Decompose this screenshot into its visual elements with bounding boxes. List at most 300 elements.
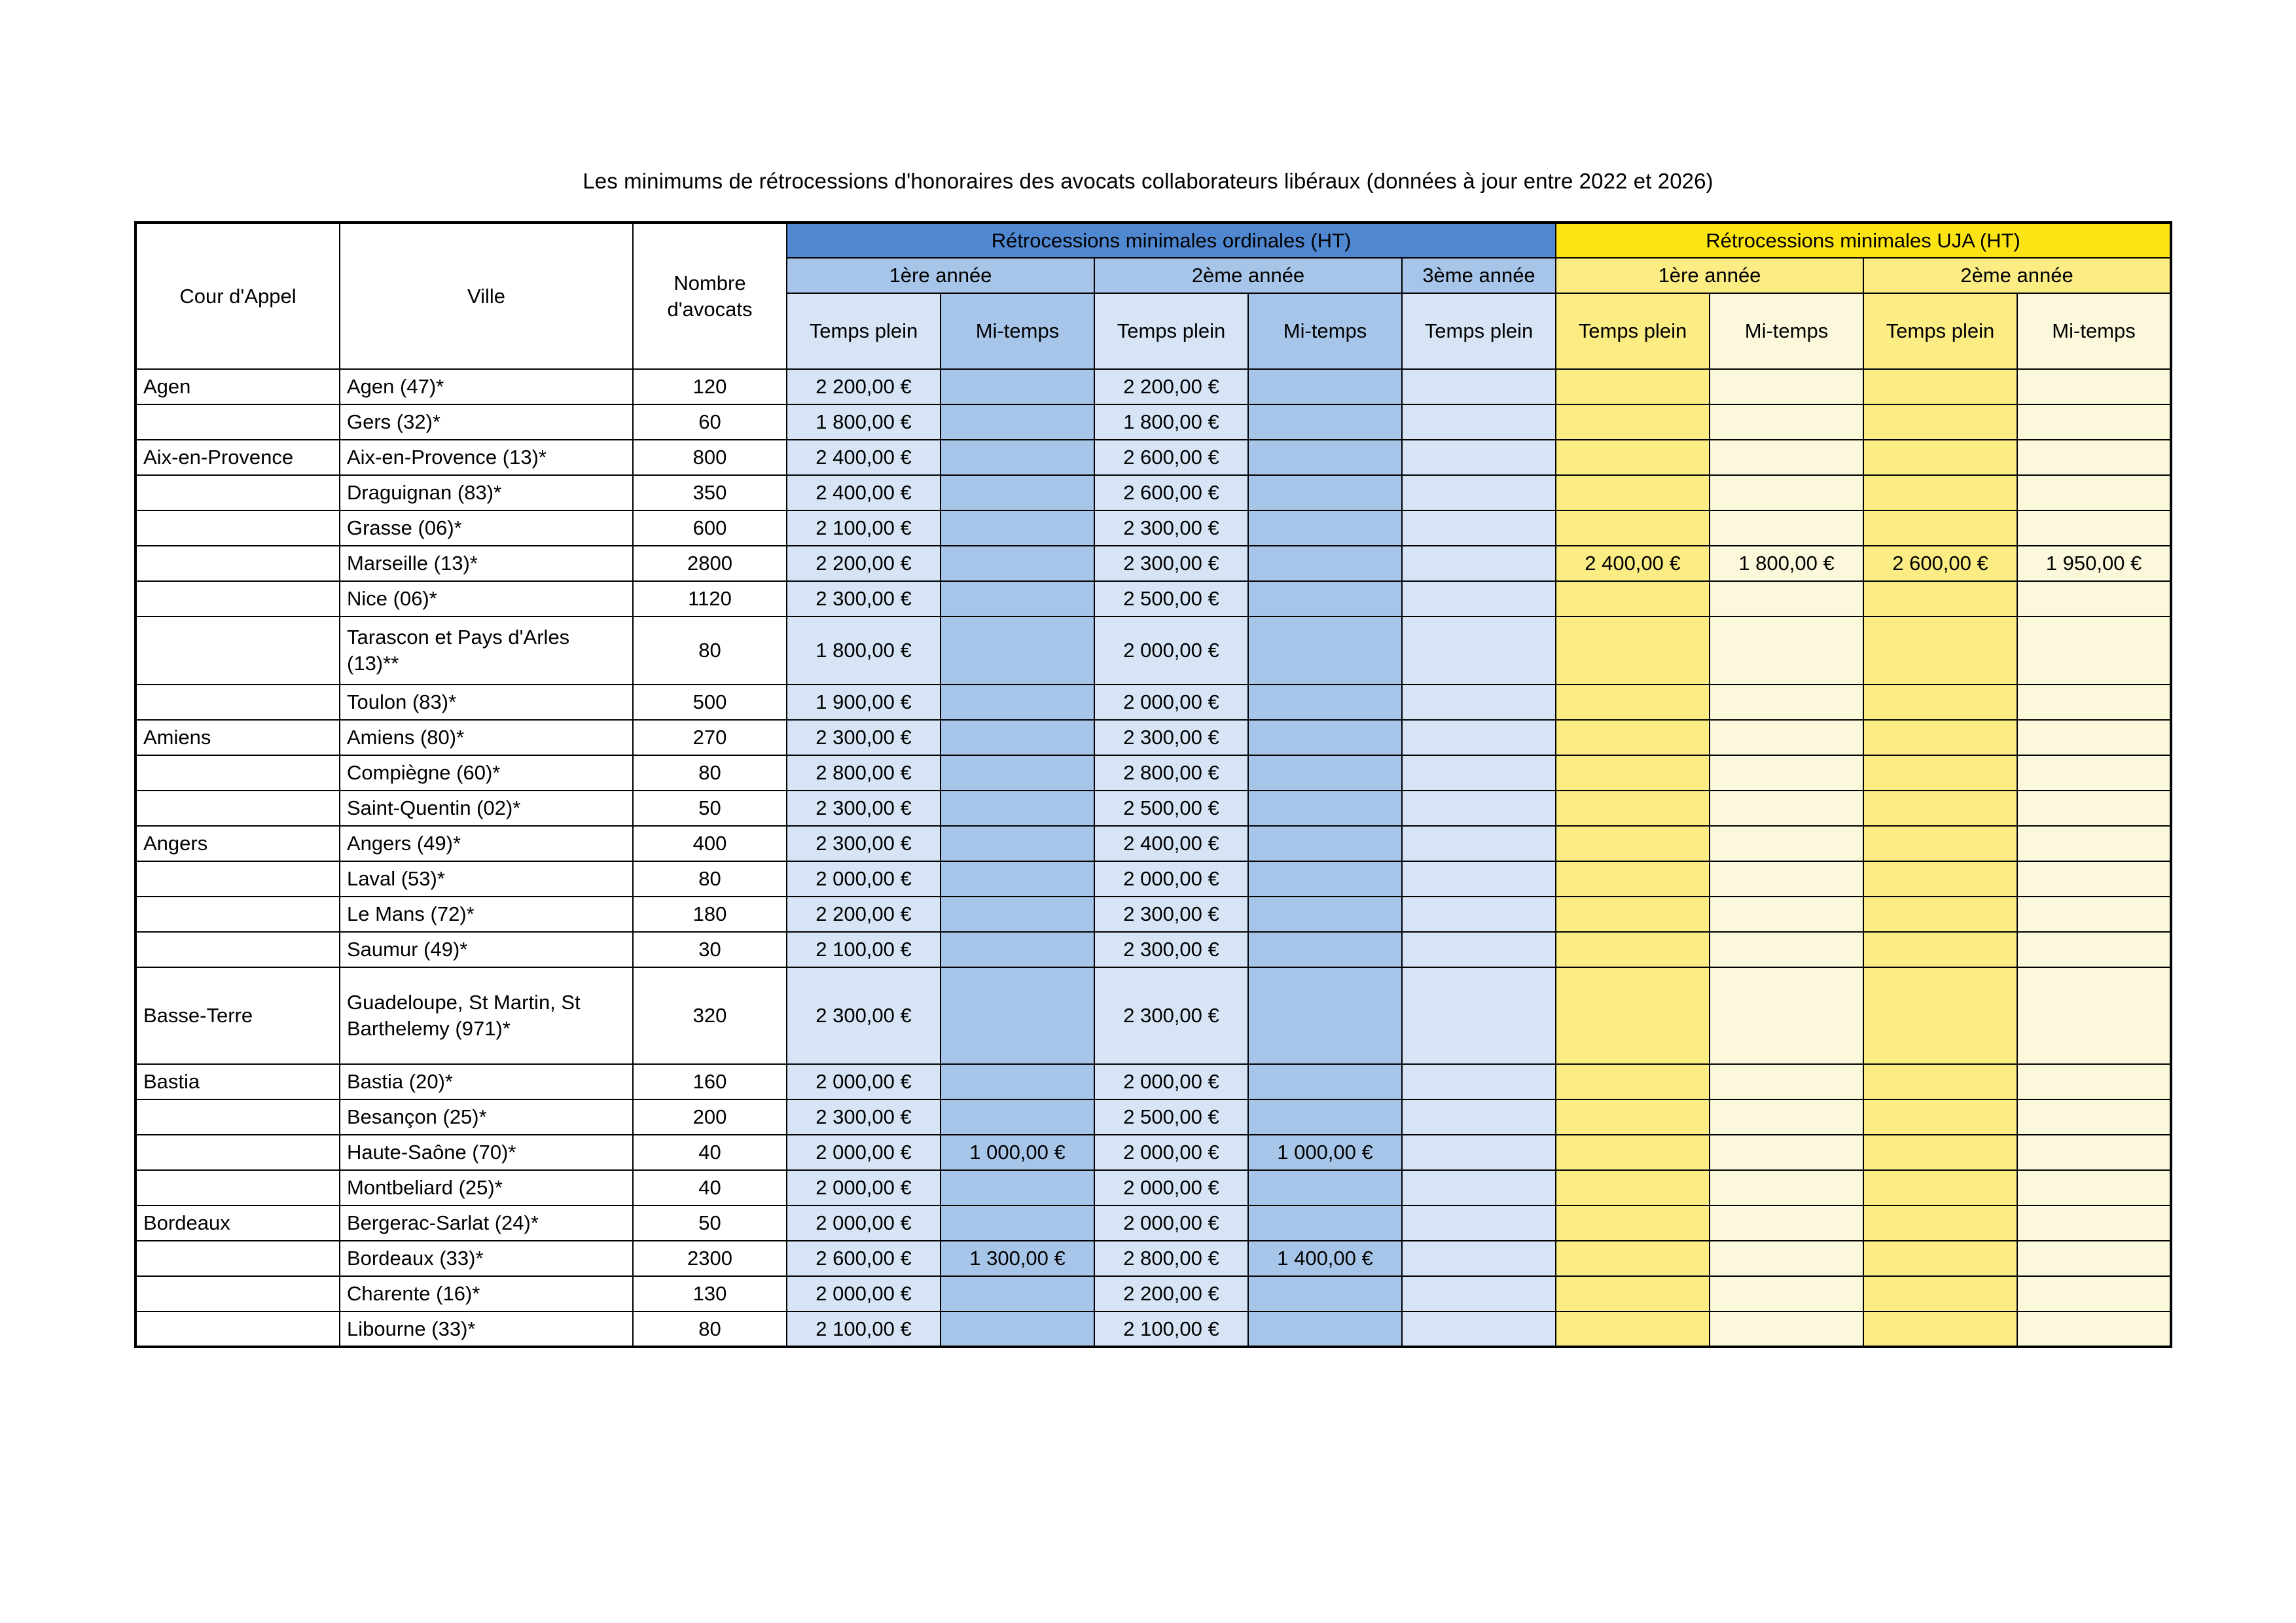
- row-cell-ord-y2-temps-plein: 2 200,00 €: [1094, 1276, 1248, 1311]
- row-cell-cour-dappel: [135, 1311, 340, 1347]
- page-title: Les minimums de rétrocessions d'honoraires des avocats collaborateurs libéraux (données à jour entre 2022 et 2026): [583, 169, 1713, 193]
- row-cell-cour-dappel: [135, 1276, 340, 1311]
- row-cell-ord-y1-mi-temps: [941, 826, 1094, 861]
- table-row: [135, 1099, 2171, 1135]
- row-cell-ord-y1-temps-plein: 1 900,00 €: [787, 685, 941, 720]
- row-cell-uja-y2-mi-temps: [2017, 1099, 2171, 1135]
- table-row: [135, 440, 2171, 475]
- row-cell-uja-y1-mi-temps: [1710, 404, 1863, 440]
- row-cell-ord-y1-temps-plein: 2 000,00 €: [787, 861, 941, 897]
- row-cell-ville: Guadeloupe, St Martin, St Barthelemy (971)*: [340, 967, 633, 1064]
- row-cell-uja-y2-temps-plein: [1863, 755, 2017, 791]
- row-cell-ville: Bastia (20)*: [340, 1064, 633, 1099]
- table-row: [135, 897, 2171, 932]
- table-row: [135, 546, 2171, 581]
- row-cell-ord-y2-temps-plein: 2 500,00 €: [1094, 1099, 1248, 1135]
- row-cell-ord-y1-mi-temps: [941, 861, 1094, 897]
- row-cell-uja-y2-mi-temps: [2017, 1064, 2171, 1099]
- row-cell-uja-y2-temps-plein: [1863, 861, 2017, 897]
- table-row: [135, 1205, 2171, 1241]
- row-cell-ord-y2-temps-plein: 2 000,00 €: [1094, 1170, 1248, 1205]
- row-cell-ord-y3-temps-plein: [1402, 1170, 1556, 1205]
- row-cell-ville: Charente (16)*: [340, 1276, 633, 1311]
- col-header-ville: Ville: [340, 223, 633, 369]
- row-cell-uja-y1-mi-temps: [1710, 369, 1863, 404]
- row-cell-uja-y2-mi-temps: [2017, 1135, 2171, 1170]
- row-cell-ord-y1-mi-temps: [941, 967, 1094, 1064]
- row-cell-nombre-avocats: 80: [633, 861, 787, 897]
- row-cell-ord-y2-temps-plein: 2 300,00 €: [1094, 967, 1248, 1064]
- row-cell-nombre-avocats: 2800: [633, 546, 787, 581]
- row-cell-ord-y2-mi-temps: [1248, 755, 1402, 791]
- row-cell-cour-dappel: [135, 616, 340, 685]
- row-cell-ord-y1-temps-plein: 2 100,00 €: [787, 510, 941, 546]
- row-cell-ord-y3-temps-plein: [1402, 616, 1556, 685]
- row-cell-uja-y2-mi-temps: [2017, 369, 2171, 404]
- row-cell-uja-y1-temps-plein: [1556, 475, 1710, 510]
- row-cell-uja-y1-temps-plein: [1556, 1064, 1710, 1099]
- row-cell-ord-y1-mi-temps: [941, 685, 1094, 720]
- row-cell-uja-y2-mi-temps: [2017, 685, 2171, 720]
- row-cell-cour-dappel: Basse-Terre: [135, 967, 340, 1064]
- row-cell-ord-y2-mi-temps: [1248, 1064, 1402, 1099]
- table-row: [135, 510, 2171, 546]
- row-cell-cour-dappel: [135, 475, 340, 510]
- row-cell-ord-y2-mi-temps: [1248, 369, 1402, 404]
- ord-y3-temps-plein-header: Temps plein: [1402, 293, 1556, 369]
- table-row: [135, 475, 2171, 510]
- table-row: [135, 1311, 2171, 1347]
- row-cell-uja-y2-temps-plein: [1863, 475, 2017, 510]
- row-cell-ord-y2-temps-plein: 2 000,00 €: [1094, 861, 1248, 897]
- row-cell-ord-y2-temps-plein: 2 500,00 €: [1094, 581, 1248, 616]
- row-cell-ord-y1-mi-temps: [941, 1170, 1094, 1205]
- row-cell-ord-y3-temps-plein: [1402, 546, 1556, 581]
- row-cell-ord-y2-temps-plein: 2 200,00 €: [1094, 369, 1248, 404]
- row-cell-ord-y1-mi-temps: [941, 755, 1094, 791]
- row-cell-uja-y1-temps-plein: [1556, 616, 1710, 685]
- table-row: [135, 791, 2171, 826]
- row-cell-ville: Libourne (33)*: [340, 1311, 633, 1347]
- group-header-ordinales: Rétrocessions minimales ordinales (HT): [787, 223, 1556, 258]
- row-cell-ord-y3-temps-plein: [1402, 1099, 1556, 1135]
- row-cell-ord-y2-mi-temps: [1248, 897, 1402, 932]
- row-cell-cour-dappel: [135, 932, 340, 967]
- row-cell-ord-y2-mi-temps: 1 400,00 €: [1248, 1241, 1402, 1276]
- row-cell-ord-y1-mi-temps: [941, 581, 1094, 616]
- row-cell-ord-y1-temps-plein: 1 800,00 €: [787, 404, 941, 440]
- table-row: [135, 685, 2171, 720]
- row-cell-cour-dappel: [135, 861, 340, 897]
- row-cell-cour-dappel: [135, 404, 340, 440]
- row-cell-ord-y1-mi-temps: 1 300,00 €: [941, 1241, 1094, 1276]
- row-cell-cour-dappel: Bastia: [135, 1064, 340, 1099]
- row-cell-ord-y1-mi-temps: [941, 369, 1094, 404]
- retrocessions-table-container: [134, 221, 2149, 1348]
- table-row: [135, 1135, 2171, 1170]
- row-cell-ord-y3-temps-plein: [1402, 897, 1556, 932]
- row-cell-uja-y1-mi-temps: [1710, 475, 1863, 510]
- row-cell-ord-y2-temps-plein: 2 100,00 €: [1094, 1311, 1248, 1347]
- row-cell-ord-y2-temps-plein: 2 000,00 €: [1094, 1135, 1248, 1170]
- row-cell-uja-y2-mi-temps: [2017, 1276, 2171, 1311]
- row-cell-uja-y1-mi-temps: [1710, 791, 1863, 826]
- table-row: [135, 932, 2171, 967]
- row-cell-uja-y2-mi-temps: 1 950,00 €: [2017, 546, 2171, 581]
- row-cell-uja-y1-mi-temps: [1710, 685, 1863, 720]
- row-cell-uja-y2-temps-plein: [1863, 510, 2017, 546]
- row-cell-uja-y2-mi-temps: [2017, 475, 2171, 510]
- row-cell-uja-y1-mi-temps: [1710, 720, 1863, 755]
- row-cell-ord-y1-mi-temps: [941, 1205, 1094, 1241]
- row-cell-uja-y2-mi-temps: [2017, 1170, 2171, 1205]
- row-cell-ord-y1-temps-plein: 2 000,00 €: [787, 1276, 941, 1311]
- row-cell-nombre-avocats: 80: [633, 616, 787, 685]
- row-cell-uja-y2-temps-plein: [1863, 616, 2017, 685]
- row-cell-uja-y1-temps-plein: [1556, 440, 1710, 475]
- row-cell-ord-y2-mi-temps: [1248, 1205, 1402, 1241]
- row-cell-uja-y2-mi-temps: [2017, 897, 2171, 932]
- row-cell-ord-y3-temps-plein: [1402, 1135, 1556, 1170]
- row-cell-ord-y3-temps-plein: [1402, 581, 1556, 616]
- row-cell-uja-y1-temps-plein: [1556, 1099, 1710, 1135]
- row-cell-uja-y1-temps-plein: [1556, 581, 1710, 616]
- row-cell-ord-y2-temps-plein: 2 300,00 €: [1094, 897, 1248, 932]
- row-cell-nombre-avocats: 2300: [633, 1241, 787, 1276]
- row-cell-cour-dappel: Amiens: [135, 720, 340, 755]
- ord-y2-mi-temps-header: Mi-temps: [1248, 293, 1402, 369]
- row-cell-uja-y2-mi-temps: [2017, 404, 2171, 440]
- row-cell-ville: Angers (49)*: [340, 826, 633, 861]
- row-cell-uja-y1-mi-temps: [1710, 440, 1863, 475]
- row-cell-uja-y2-mi-temps: [2017, 720, 2171, 755]
- row-cell-ord-y2-mi-temps: [1248, 967, 1402, 1064]
- row-cell-cour-dappel: [135, 755, 340, 791]
- row-cell-ord-y3-temps-plein: [1402, 791, 1556, 826]
- row-cell-uja-y2-temps-plein: [1863, 1205, 2017, 1241]
- row-cell-uja-y1-mi-temps: [1710, 932, 1863, 967]
- row-cell-ord-y3-temps-plein: [1402, 720, 1556, 755]
- row-cell-ord-y2-mi-temps: [1248, 1099, 1402, 1135]
- row-cell-ord-y2-temps-plein: 1 800,00 €: [1094, 404, 1248, 440]
- row-cell-ville: Laval (53)*: [340, 861, 633, 897]
- row-cell-ord-y2-temps-plein: 2 400,00 €: [1094, 826, 1248, 861]
- row-cell-ord-y3-temps-plein: [1402, 826, 1556, 861]
- row-cell-ville: Saumur (49)*: [340, 932, 633, 967]
- ord-y1-mi-temps-header: Mi-temps: [941, 293, 1094, 369]
- row-cell-ord-y3-temps-plein: [1402, 1064, 1556, 1099]
- uja-y2-mi-temps-header: Mi-temps: [2017, 293, 2171, 369]
- ord-year2-header: 2ème année: [1094, 258, 1402, 293]
- row-cell-ord-y1-temps-plein: 2 100,00 €: [787, 1311, 941, 1347]
- row-cell-ville: Toulon (83)*: [340, 685, 633, 720]
- row-cell-uja-y1-mi-temps: [1710, 1205, 1863, 1241]
- row-cell-ord-y1-mi-temps: [941, 1276, 1094, 1311]
- row-cell-nombre-avocats: 600: [633, 510, 787, 546]
- row-cell-ord-y3-temps-plein: [1402, 440, 1556, 475]
- row-cell-ord-y2-mi-temps: [1248, 861, 1402, 897]
- row-cell-ord-y2-temps-plein: 2 000,00 €: [1094, 1205, 1248, 1241]
- row-cell-ord-y1-mi-temps: [941, 1311, 1094, 1347]
- row-cell-uja-y2-mi-temps: [2017, 861, 2171, 897]
- row-cell-cour-dappel: [135, 510, 340, 546]
- row-cell-ville: Montbeliard (25)*: [340, 1170, 633, 1205]
- row-cell-uja-y1-mi-temps: [1710, 510, 1863, 546]
- row-cell-ord-y1-mi-temps: [941, 404, 1094, 440]
- ord-y2-temps-plein-header: Temps plein: [1094, 293, 1248, 369]
- row-cell-uja-y1-mi-temps: [1710, 616, 1863, 685]
- row-cell-uja-y2-mi-temps: [2017, 510, 2171, 546]
- uja-y1-mi-temps-header: Mi-temps: [1710, 293, 1863, 369]
- row-cell-ville: Draguignan (83)*: [340, 475, 633, 510]
- table-row: [135, 581, 2171, 616]
- row-cell-ord-y1-temps-plein: 1 800,00 €: [787, 616, 941, 685]
- row-cell-ord-y1-mi-temps: [941, 897, 1094, 932]
- row-cell-cour-dappel: [135, 581, 340, 616]
- row-cell-uja-y1-temps-plein: [1556, 897, 1710, 932]
- row-cell-ord-y3-temps-plein: [1402, 685, 1556, 720]
- table-row: [135, 1276, 2171, 1311]
- row-cell-uja-y2-temps-plein: [1863, 897, 2017, 932]
- row-cell-ord-y2-temps-plein: 2 600,00 €: [1094, 440, 1248, 475]
- row-cell-ord-y3-temps-plein: [1402, 1205, 1556, 1241]
- row-cell-ord-y2-temps-plein: 2 500,00 €: [1094, 791, 1248, 826]
- row-cell-nombre-avocats: 30: [633, 932, 787, 967]
- row-cell-uja-y1-mi-temps: 1 800,00 €: [1710, 546, 1863, 581]
- row-cell-uja-y1-temps-plein: [1556, 1170, 1710, 1205]
- row-cell-ord-y2-mi-temps: [1248, 404, 1402, 440]
- row-cell-uja-y2-temps-plein: 2 600,00 €: [1863, 546, 2017, 581]
- row-cell-ord-y1-temps-plein: 2 300,00 €: [787, 720, 941, 755]
- row-cell-ord-y3-temps-plein: [1402, 404, 1556, 440]
- row-cell-uja-y1-temps-plein: 2 400,00 €: [1556, 546, 1710, 581]
- row-cell-ord-y3-temps-plein: [1402, 1241, 1556, 1276]
- row-cell-nombre-avocats: 80: [633, 755, 787, 791]
- row-cell-uja-y1-temps-plein: [1556, 685, 1710, 720]
- row-cell-uja-y1-mi-temps: [1710, 1064, 1863, 1099]
- row-cell-uja-y2-mi-temps: [2017, 1241, 2171, 1276]
- row-cell-uja-y1-temps-plein: [1556, 369, 1710, 404]
- row-cell-nombre-avocats: 400: [633, 826, 787, 861]
- row-cell-cour-dappel: [135, 685, 340, 720]
- row-cell-uja-y1-temps-plein: [1556, 510, 1710, 546]
- table-row: [135, 1241, 2171, 1276]
- row-cell-ord-y2-mi-temps: [1248, 440, 1402, 475]
- row-cell-uja-y1-mi-temps: [1710, 1170, 1863, 1205]
- row-cell-ville: Grasse (06)*: [340, 510, 633, 546]
- row-cell-cour-dappel: Angers: [135, 826, 340, 861]
- uja-year2-header: 2ème année: [1863, 258, 2171, 293]
- ord-year1-header: 1ère année: [787, 258, 1094, 293]
- row-cell-ord-y3-temps-plein: [1402, 1311, 1556, 1347]
- row-cell-ord-y2-temps-plein: 2 300,00 €: [1094, 510, 1248, 546]
- row-cell-uja-y2-temps-plein: [1863, 1276, 2017, 1311]
- row-cell-uja-y2-temps-plein: [1863, 440, 2017, 475]
- row-cell-ord-y2-temps-plein: 2 800,00 €: [1094, 1241, 1248, 1276]
- table-row: [135, 1170, 2171, 1205]
- col-header-nombre-davocats: Nombre d'avocats: [633, 223, 787, 369]
- row-cell-ord-y2-mi-temps: 1 000,00 €: [1248, 1135, 1402, 1170]
- row-cell-nombre-avocats: 180: [633, 897, 787, 932]
- row-cell-ord-y1-mi-temps: [941, 510, 1094, 546]
- row-cell-uja-y1-temps-plein: [1556, 1205, 1710, 1241]
- row-cell-uja-y2-temps-plein: [1863, 1064, 2017, 1099]
- group-header-uja: Rétrocessions minimales UJA (HT): [1556, 223, 2171, 258]
- row-cell-ord-y1-mi-temps: [941, 932, 1094, 967]
- row-cell-ord-y1-temps-plein: 2 600,00 €: [787, 1241, 941, 1276]
- row-cell-uja-y2-mi-temps: [2017, 826, 2171, 861]
- row-cell-nombre-avocats: 120: [633, 369, 787, 404]
- row-cell-ord-y2-mi-temps: [1248, 546, 1402, 581]
- row-cell-nombre-avocats: 50: [633, 1205, 787, 1241]
- row-cell-uja-y2-mi-temps: [2017, 440, 2171, 475]
- table-body: [135, 369, 2171, 1347]
- row-cell-uja-y1-temps-plein: [1556, 1135, 1710, 1170]
- row-cell-uja-y2-mi-temps: [2017, 932, 2171, 967]
- row-cell-ord-y3-temps-plein: [1402, 861, 1556, 897]
- row-cell-cour-dappel: [135, 1099, 340, 1135]
- row-cell-uja-y1-temps-plein: [1556, 791, 1710, 826]
- row-cell-uja-y2-temps-plein: [1863, 369, 2017, 404]
- row-cell-uja-y2-temps-plein: [1863, 1170, 2017, 1205]
- table-row: [135, 404, 2171, 440]
- row-cell-uja-y1-temps-plein: [1556, 1311, 1710, 1347]
- row-cell-uja-y1-temps-plein: [1556, 967, 1710, 1064]
- row-cell-ord-y2-mi-temps: [1248, 510, 1402, 546]
- row-cell-uja-y2-temps-plein: [1863, 932, 2017, 967]
- row-cell-ord-y2-mi-temps: [1248, 826, 1402, 861]
- row-cell-ord-y2-mi-temps: [1248, 720, 1402, 755]
- row-cell-ord-y2-temps-plein: 2 600,00 €: [1094, 475, 1248, 510]
- row-cell-ord-y1-mi-temps: 1 000,00 €: [941, 1135, 1094, 1170]
- row-cell-ord-y2-temps-plein: 2 000,00 €: [1094, 616, 1248, 685]
- row-cell-cour-dappel: [135, 791, 340, 826]
- row-cell-cour-dappel: [135, 1170, 340, 1205]
- row-cell-cour-dappel: [135, 1135, 340, 1170]
- retrocessions-table: [134, 221, 2172, 1348]
- row-cell-ord-y2-mi-temps: [1248, 1276, 1402, 1311]
- row-cell-uja-y2-temps-plein: [1863, 404, 2017, 440]
- uja-y1-temps-plein-header: Temps plein: [1556, 293, 1710, 369]
- uja-y2-temps-plein-header: Temps plein: [1863, 293, 2017, 369]
- row-cell-uja-y1-mi-temps: [1710, 1241, 1863, 1276]
- row-cell-nombre-avocats: 130: [633, 1276, 787, 1311]
- row-cell-nombre-avocats: 80: [633, 1311, 787, 1347]
- row-cell-cour-dappel: [135, 1241, 340, 1276]
- row-cell-ville: Le Mans (72)*: [340, 897, 633, 932]
- uja-year1-header: 1ère année: [1556, 258, 1863, 293]
- row-cell-ville: Nice (06)*: [340, 581, 633, 616]
- row-cell-ville: Besançon (25)*: [340, 1099, 633, 1135]
- row-cell-cour-dappel: [135, 897, 340, 932]
- row-cell-ord-y1-temps-plein: 2 300,00 €: [787, 826, 941, 861]
- row-cell-uja-y1-mi-temps: [1710, 581, 1863, 616]
- row-cell-ord-y2-mi-temps: [1248, 932, 1402, 967]
- row-cell-ord-y3-temps-plein: [1402, 1276, 1556, 1311]
- row-cell-ord-y3-temps-plein: [1402, 369, 1556, 404]
- row-cell-ville: Saint-Quentin (02)*: [340, 791, 633, 826]
- row-cell-uja-y2-mi-temps: [2017, 967, 2171, 1064]
- row-cell-uja-y1-temps-plein: [1556, 755, 1710, 791]
- row-cell-ord-y1-temps-plein: 2 000,00 €: [787, 1205, 941, 1241]
- row-cell-ord-y3-temps-plein: [1402, 967, 1556, 1064]
- row-cell-ord-y1-temps-plein: 2 000,00 €: [787, 1135, 941, 1170]
- row-cell-ville: Amiens (80)*: [340, 720, 633, 755]
- row-cell-cour-dappel: Aix-en-Provence: [135, 440, 340, 475]
- row-cell-ord-y1-mi-temps: [941, 616, 1094, 685]
- row-cell-nombre-avocats: 40: [633, 1170, 787, 1205]
- row-cell-uja-y2-mi-temps: [2017, 616, 2171, 685]
- row-cell-ord-y1-mi-temps: [941, 546, 1094, 581]
- row-cell-ville: Haute-Saône (70)*: [340, 1135, 633, 1170]
- row-cell-ord-y2-temps-plein: 2 300,00 €: [1094, 932, 1248, 967]
- row-cell-ord-y1-temps-plein: 2 400,00 €: [787, 475, 941, 510]
- row-cell-uja-y1-mi-temps: [1710, 1135, 1863, 1170]
- row-cell-uja-y1-mi-temps: [1710, 826, 1863, 861]
- row-cell-uja-y1-temps-plein: [1556, 932, 1710, 967]
- row-cell-nombre-avocats: 50: [633, 791, 787, 826]
- row-cell-ville: Aix-en-Provence (13)*: [340, 440, 633, 475]
- row-cell-ville: Agen (47)*: [340, 369, 633, 404]
- row-cell-ord-y1-temps-plein: 2 000,00 €: [787, 1170, 941, 1205]
- row-cell-ord-y1-temps-plein: 2 300,00 €: [787, 1099, 941, 1135]
- row-cell-ord-y1-temps-plein: 2 000,00 €: [787, 1064, 941, 1099]
- row-cell-ville: Bordeaux (33)*: [340, 1241, 633, 1276]
- row-cell-uja-y1-mi-temps: [1710, 897, 1863, 932]
- table-row: [135, 967, 2171, 1064]
- row-cell-ord-y1-mi-temps: [941, 475, 1094, 510]
- row-cell-ord-y1-mi-temps: [941, 440, 1094, 475]
- row-cell-ord-y1-temps-plein: 2 200,00 €: [787, 897, 941, 932]
- row-cell-uja-y1-mi-temps: [1710, 967, 1863, 1064]
- row-cell-ord-y2-mi-temps: [1248, 1311, 1402, 1347]
- ord-y1-temps-plein-header: Temps plein: [787, 293, 941, 369]
- row-cell-ord-y3-temps-plein: [1402, 755, 1556, 791]
- row-cell-uja-y2-temps-plein: [1863, 720, 2017, 755]
- row-cell-uja-y2-temps-plein: [1863, 967, 2017, 1064]
- row-cell-uja-y1-mi-temps: [1710, 1276, 1863, 1311]
- table-header: [135, 223, 2171, 369]
- row-cell-ord-y2-mi-temps: [1248, 791, 1402, 826]
- row-cell-nombre-avocats: 800: [633, 440, 787, 475]
- row-cell-uja-y1-mi-temps: [1710, 1099, 1863, 1135]
- row-cell-uja-y2-temps-plein: [1863, 1311, 2017, 1347]
- row-cell-ord-y1-mi-temps: [941, 720, 1094, 755]
- header-row-groups: [135, 223, 2171, 258]
- row-cell-ord-y1-temps-plein: 2 800,00 €: [787, 755, 941, 791]
- row-cell-cour-dappel: Agen: [135, 369, 340, 404]
- row-cell-uja-y1-temps-plein: [1556, 1241, 1710, 1276]
- row-cell-uja-y1-temps-plein: [1556, 404, 1710, 440]
- row-cell-nombre-avocats: 270: [633, 720, 787, 755]
- row-cell-uja-y1-temps-plein: [1556, 720, 1710, 755]
- row-cell-ville: Gers (32)*: [340, 404, 633, 440]
- row-cell-uja-y2-mi-temps: [2017, 581, 2171, 616]
- row-cell-uja-y2-temps-plein: [1863, 1241, 2017, 1276]
- row-cell-uja-y1-mi-temps: [1710, 755, 1863, 791]
- row-cell-nombre-avocats: 320: [633, 967, 787, 1064]
- table-row: [135, 1064, 2171, 1099]
- row-cell-uja-y2-temps-plein: [1863, 1135, 2017, 1170]
- row-cell-ord-y1-temps-plein: 2 300,00 €: [787, 791, 941, 826]
- row-cell-nombre-avocats: 160: [633, 1064, 787, 1099]
- row-cell-uja-y2-temps-plein: [1863, 685, 2017, 720]
- ord-year3-header: 3ème année: [1402, 258, 1556, 293]
- row-cell-uja-y2-temps-plein: [1863, 1099, 2017, 1135]
- row-cell-ville: Marseille (13)*: [340, 546, 633, 581]
- row-cell-cour-dappel: Bordeaux: [135, 1205, 340, 1241]
- row-cell-uja-y1-temps-plein: [1556, 1276, 1710, 1311]
